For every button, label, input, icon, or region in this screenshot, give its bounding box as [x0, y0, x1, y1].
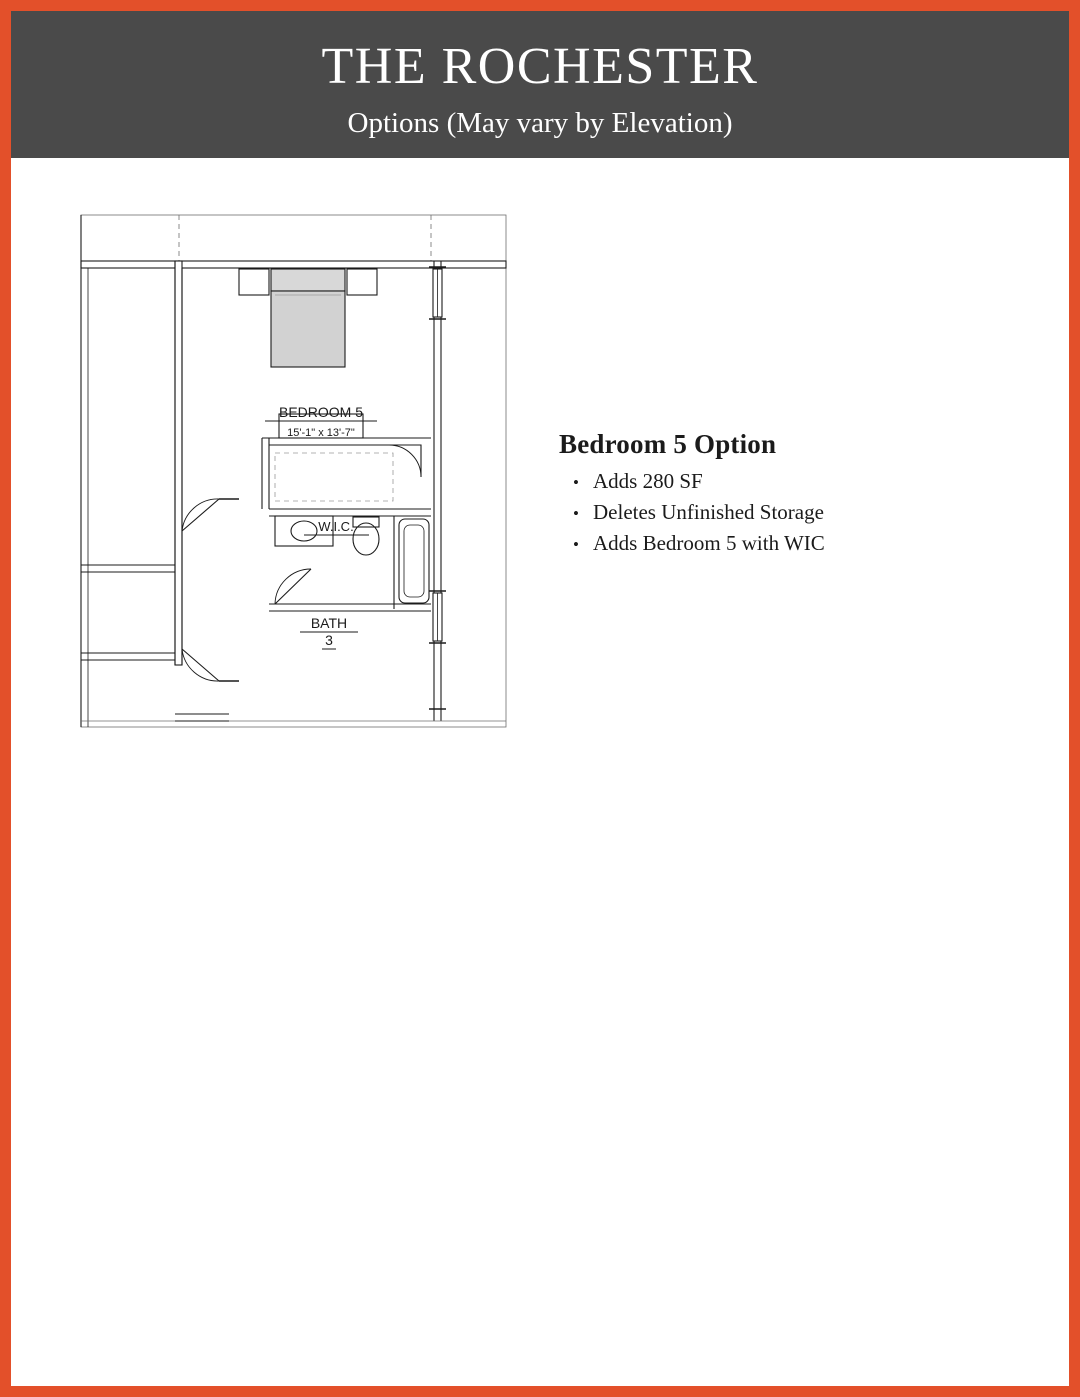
option-title: Bedroom 5 Option — [559, 429, 777, 459]
bullet-icon: • — [573, 504, 579, 524]
list-item-label: Adds 280 SF — [593, 469, 703, 493]
option-description — [559, 429, 999, 559]
page-subtitle: Options (May vary by Elevation) — [347, 107, 733, 139]
list-item-label: Adds Bedroom 5 with WIC — [593, 531, 825, 556]
option-bullet-list — [559, 466, 999, 559]
bath-label: BATH — [310, 615, 348, 631]
list-item — [559, 528, 999, 559]
wic-label: W.I.C. — [318, 519, 354, 534]
page-title: THE ROCHESTER — [321, 38, 759, 95]
list-item-label: Deletes Unfinished Storage — [593, 500, 824, 525]
bullet-icon: • — [573, 535, 579, 555]
bedroom-dimensions: 15'-1" x 13'-7" — [287, 427, 355, 439]
floorplan-svg — [79, 209, 509, 729]
bath-number: 3 — [325, 632, 333, 648]
bullet-icon: • — [573, 473, 579, 492]
header-band — [11, 11, 1069, 158]
list-item — [559, 497, 999, 528]
floorplan-drawing — [79, 209, 509, 729]
list-item — [559, 466, 999, 497]
bedroom-label: BEDROOM 5 — [278, 404, 364, 420]
